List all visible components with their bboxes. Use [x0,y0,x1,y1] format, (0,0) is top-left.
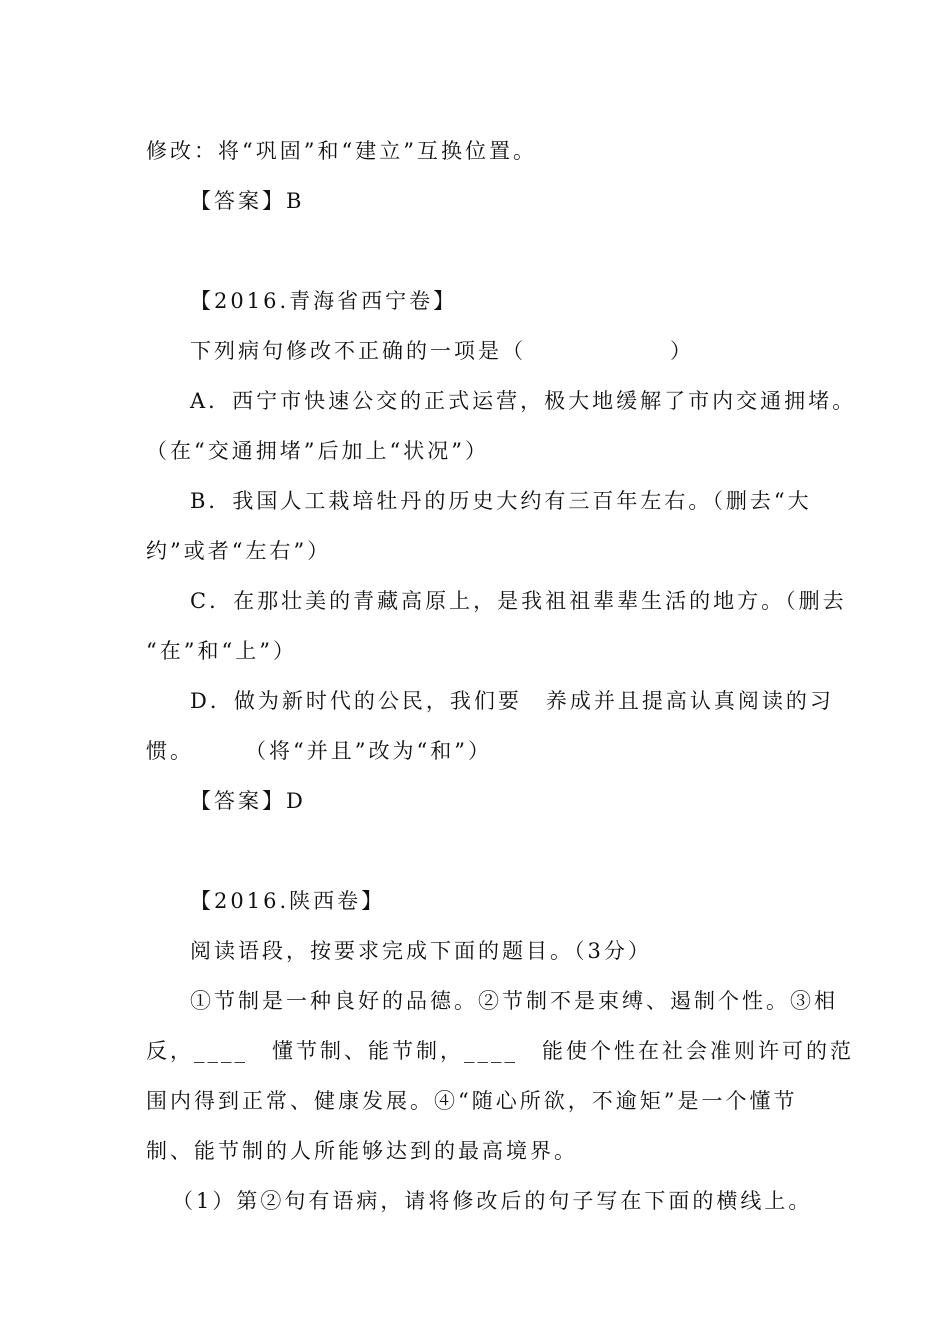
section-heading-xining: 【2016.青海省西宁卷】 [190,289,458,313]
option-b: B．我国人工栽培牡丹的历史大约有三百年左右。（删去“大 [190,489,812,513]
option-d: D．做为新时代的公民，我们要 养成并且提高认真阅读的习 [190,689,834,713]
section-heading-shaanxi: 【2016.陕西卷】 [190,889,386,913]
reading-instruction: 阅读语段，按要求完成下面的题目。（3分） [190,939,652,963]
text-line-revision: 修改：将“巩固”和“建立”互换位置。 [146,139,537,163]
option-d-continued: 惯。 （将“并且”改为“和”） [146,739,492,763]
passage-line: 反，____ 懂节制、能节制，____ 能使个性在社会准则许可的范 [146,1039,854,1063]
option-c-continued: “在”和“上”） [146,639,297,663]
sub-question-1: （1）第②句有语病，请将修改后的句子写在下面的横线上。 [172,1189,813,1213]
option-c: C．在那壮美的青藏高原上，是我祖祖辈辈生活的地方。（删去 [190,589,847,613]
passage-line: 制、能节制的人所能够达到的最高境界。 [146,1139,578,1163]
passage-line: ①节制是一种良好的品德。②节制不是束缚、遏制个性。③相 [190,989,838,1013]
passage-line: 围内得到正常、健康发展。④“随心所欲，不逾矩”是一个懂节 [146,1089,798,1113]
answer-line: 【答案】D [190,789,306,813]
answer-line: 【答案】B [190,189,305,213]
question-stem: 下列病句修改不正确的一项是（ ） [190,339,694,363]
option-a: A．西宁市快速公交的正式运营，极大地缓解了市内交通拥堵。 [190,389,857,413]
option-b-continued: 约”或者“左右”） [146,539,332,563]
option-a-continued: （在“交通拥堵”后加上“状况”） [146,439,489,463]
